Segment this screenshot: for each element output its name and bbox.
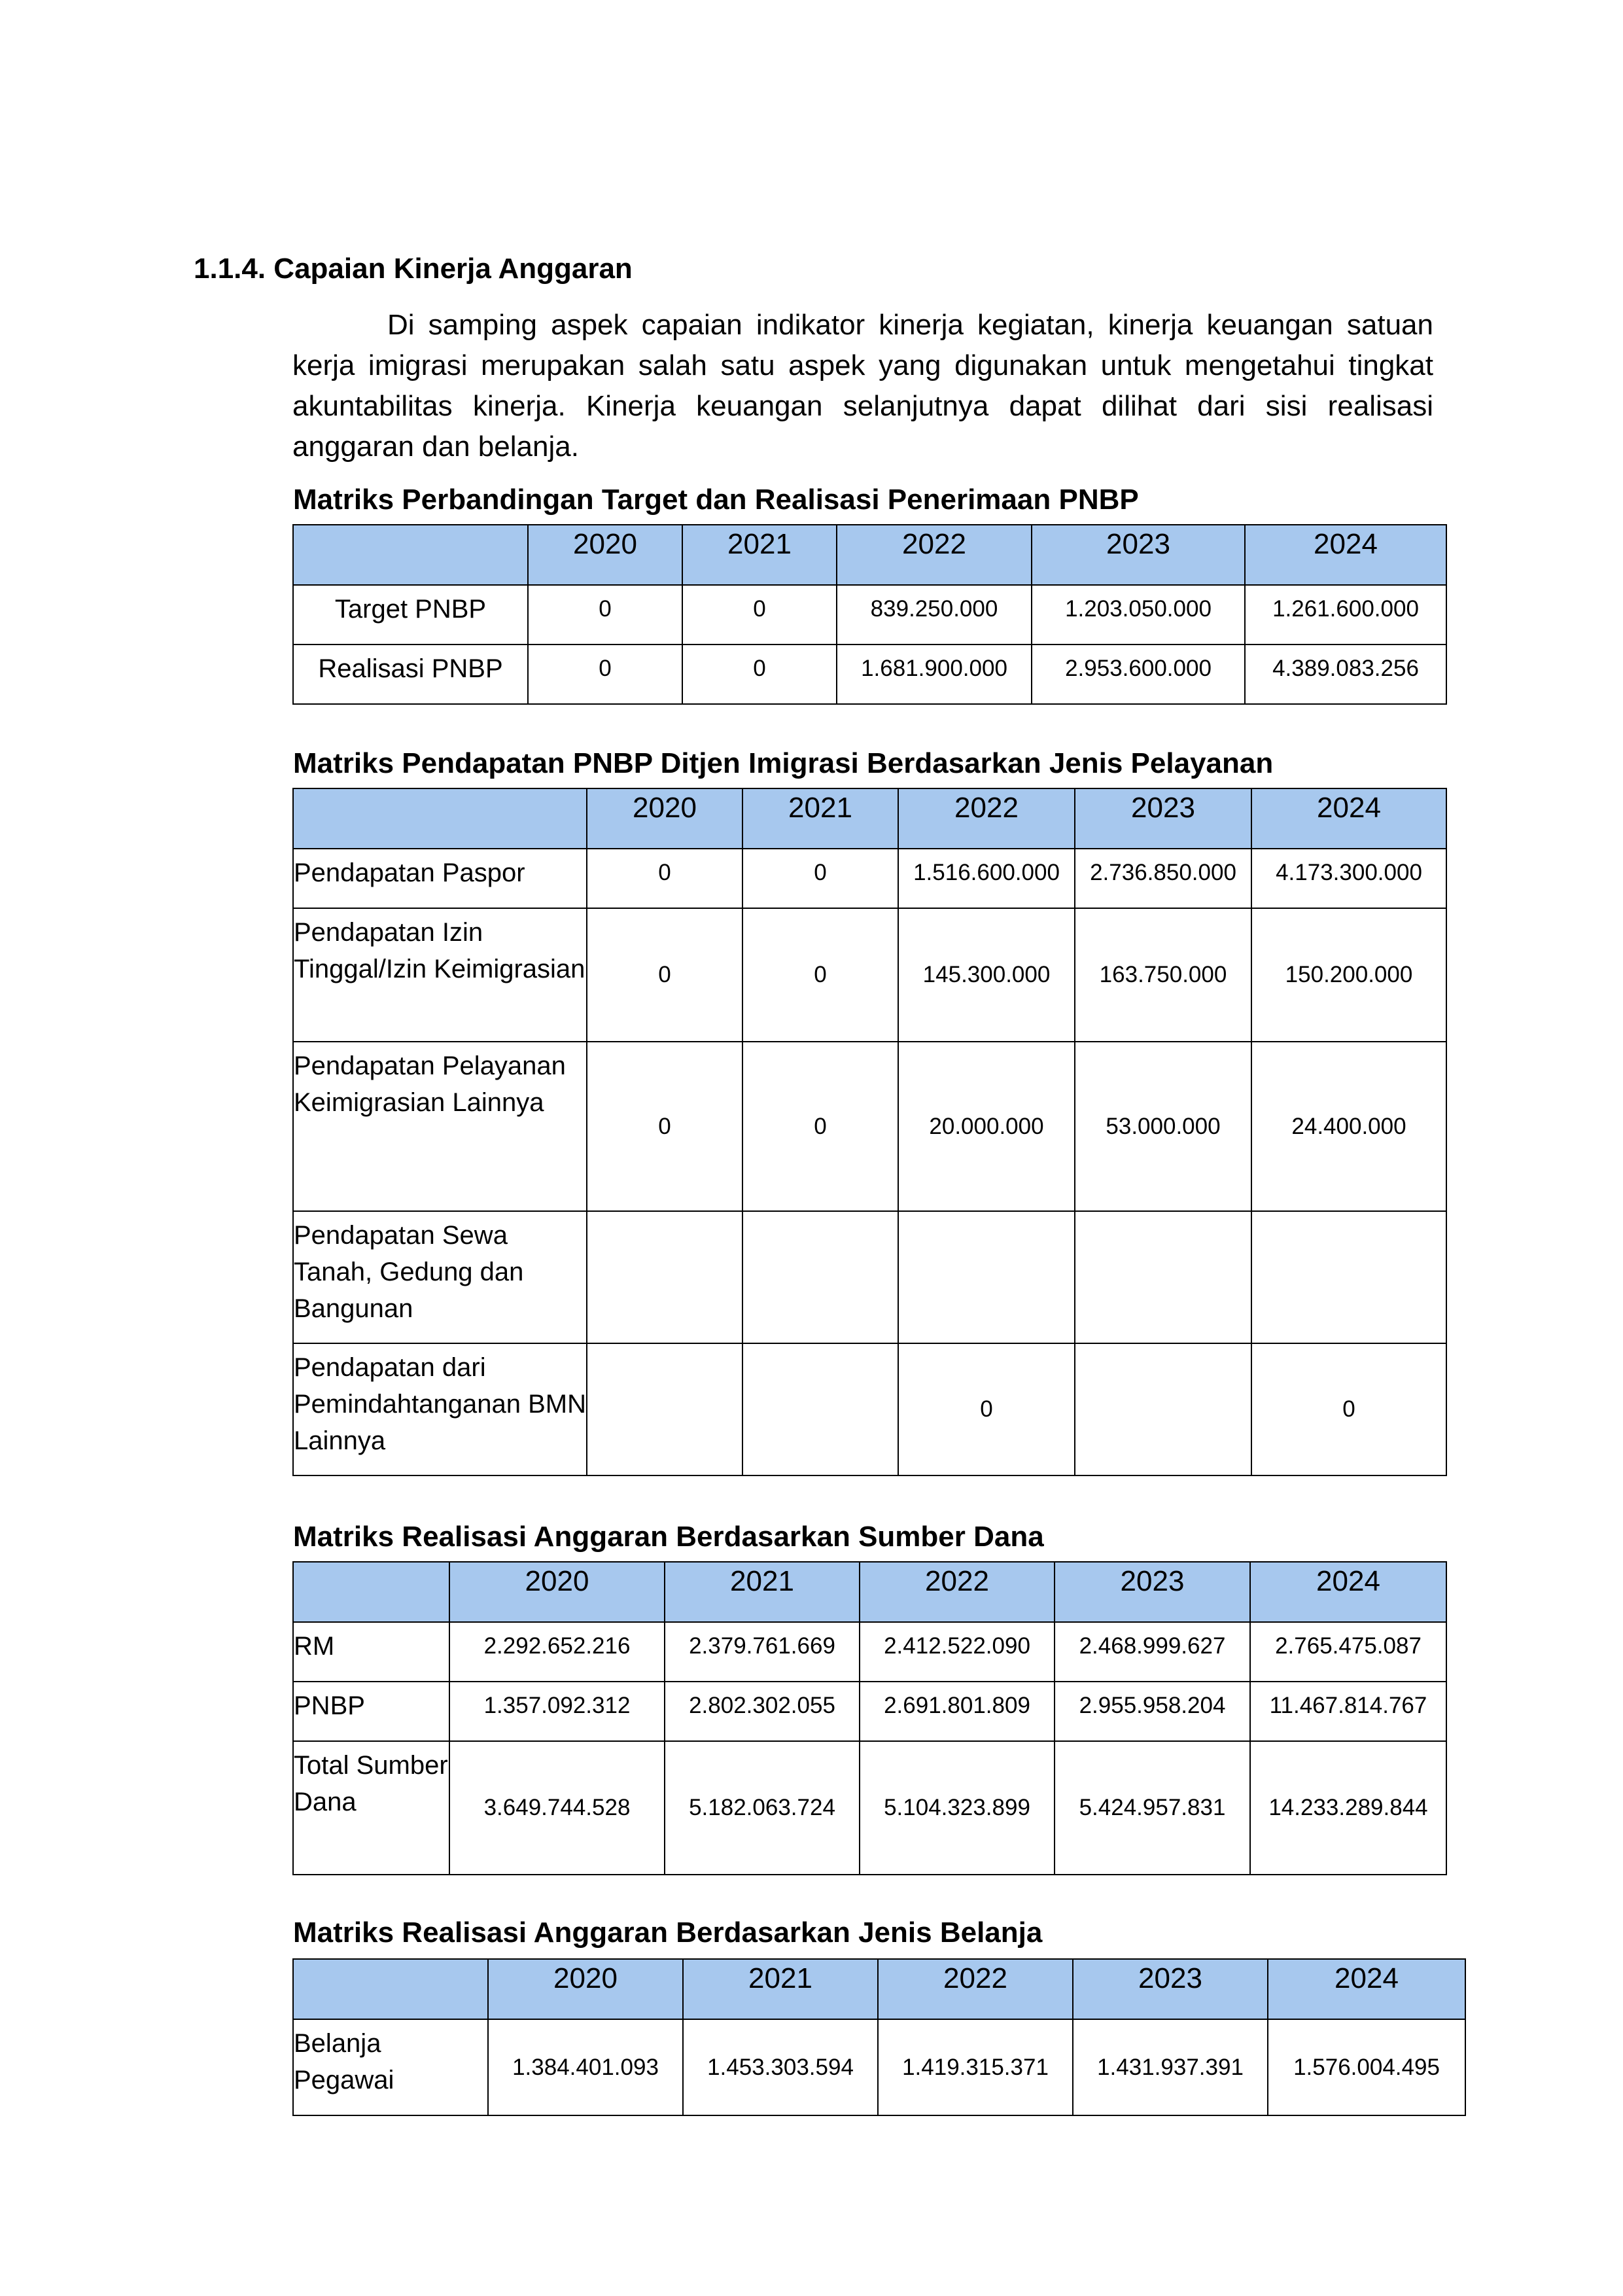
cell-value: 2.736.850.000: [1075, 849, 1251, 908]
table2-title: Matriks Pendapatan PNBP Ditjen Imigrasi Berdasarkan Jenis Pelayanan: [293, 747, 1274, 779]
section-heading: 1.1.4. Capaian Kinerja Anggaran: [194, 253, 633, 285]
cell-value: 1.431.937.391: [1073, 2019, 1268, 2115]
cell-value: [742, 1211, 898, 1343]
cell-value: 4.173.300.000: [1251, 849, 1446, 908]
table3-header-row: [293, 1562, 1446, 1622]
table4-header-corner: [293, 1959, 488, 2019]
cell-value: 53.000.000: [1075, 1042, 1251, 1211]
table-row: [293, 1622, 1446, 1682]
cell-value: 5.424.957.831: [1055, 1741, 1250, 1875]
cell-value: 0: [528, 585, 682, 645]
table1-year-header: 2023: [1032, 525, 1245, 585]
cell-value: 1.453.303.594: [683, 2019, 878, 2115]
cell-value: 0: [742, 1042, 898, 1211]
cell-value: 1.357.092.312: [449, 1682, 665, 1741]
table1-header-row: [293, 525, 1446, 585]
table3-year-header: 2020: [449, 1562, 665, 1622]
table-row: [293, 2019, 1465, 2115]
cell-value: 0: [587, 1042, 742, 1211]
table2-year-header: 2024: [1251, 788, 1446, 849]
cell-value: 1.576.004.495: [1268, 2019, 1465, 2115]
cell-value: 3.649.744.528: [449, 1741, 665, 1875]
row-label: RM: [293, 1622, 449, 1682]
cell-value: 5.182.063.724: [665, 1741, 860, 1875]
table-row: [293, 1741, 1446, 1875]
cell-value: 0: [587, 849, 742, 908]
cell-value: [742, 1343, 898, 1475]
table-target-realisasi-pnbp: [292, 524, 1447, 705]
table1-header-corner: [293, 525, 528, 585]
table-realisasi-sumber-dana: [292, 1561, 1447, 1875]
cell-value: 2.468.999.627: [1055, 1622, 1250, 1682]
row-label: Pendapatan Paspor: [293, 849, 587, 908]
row-label: Total Sumber Dana: [293, 1741, 449, 1875]
cell-value: 0: [528, 645, 682, 704]
cell-value: 0: [742, 908, 898, 1042]
row-label: PNBP: [293, 1682, 449, 1741]
row-label: Pendapatan Izin Tinggal/Izin Keimigrasian: [293, 908, 587, 1042]
table2-year-header: 2023: [1075, 788, 1251, 849]
table1-title: Matriks Perbandingan Target dan Realisasi Penerimaan PNBP: [293, 484, 1139, 516]
table1-year-header: 2022: [837, 525, 1032, 585]
row-label: Pendapatan Pelayanan Keimigrasian Lainnya: [293, 1042, 587, 1211]
table2-year-header: 2020: [587, 788, 742, 849]
cell-value: 2.379.761.669: [665, 1622, 860, 1682]
cell-value: [587, 1343, 742, 1475]
table4-year-header: 2021: [683, 1959, 878, 2019]
table3-year-header: 2024: [1250, 1562, 1446, 1622]
row-label: Realisasi PNBP: [293, 645, 528, 704]
cell-value: 0: [587, 908, 742, 1042]
row-label: Target PNBP: [293, 585, 528, 645]
cell-value: 150.200.000: [1251, 908, 1446, 1042]
cell-value: 24.400.000: [1251, 1042, 1446, 1211]
table3-year-header: 2023: [1055, 1562, 1250, 1622]
cell-value: 11.467.814.767: [1250, 1682, 1446, 1741]
cell-value: 4.389.083.256: [1245, 645, 1446, 704]
table-row: [293, 908, 1446, 1042]
table1-year-header: 2021: [682, 525, 837, 585]
cell-value: [898, 1211, 1075, 1343]
cell-value: 0: [682, 585, 837, 645]
cell-value: 20.000.000: [898, 1042, 1075, 1211]
table1-year-header: 2020: [528, 525, 682, 585]
cell-value: [1075, 1343, 1251, 1475]
table2-header-corner: [293, 788, 587, 849]
table-row: [293, 1682, 1446, 1741]
table-row: [293, 1211, 1446, 1343]
table-realisasi-jenis-belanja: [292, 1958, 1466, 2116]
cell-value: 1.261.600.000: [1245, 585, 1446, 645]
table1-year-header: 2024: [1245, 525, 1446, 585]
cell-value: 1.419.315.371: [878, 2019, 1073, 2115]
cell-value: 145.300.000: [898, 908, 1075, 1042]
table3-year-header: 2022: [860, 1562, 1055, 1622]
table4-year-header: 2023: [1073, 1959, 1268, 2019]
table-row: [293, 849, 1446, 908]
cell-value: 0: [682, 645, 837, 704]
table-pendapatan-jenis-pelayanan: [292, 788, 1447, 1476]
cell-value: 2.802.302.055: [665, 1682, 860, 1741]
cell-value: 1.681.900.000: [837, 645, 1032, 704]
cell-value: [587, 1211, 742, 1343]
cell-value: 2.292.652.216: [449, 1622, 665, 1682]
cell-value: [1251, 1211, 1446, 1343]
cell-value: 163.750.000: [1075, 908, 1251, 1042]
row-label: Pendapatan dari Pemindahtanganan BMN Lainnya: [293, 1343, 587, 1475]
cell-value: 0: [898, 1343, 1075, 1475]
cell-value: 2.412.522.090: [860, 1622, 1055, 1682]
table2-year-header: 2022: [898, 788, 1075, 849]
intro-paragraph: Di samping aspek capaian indikator kinerja kegiatan, kinerja keuangan satuan kerja imigrasi merupakan salah satu aspek yang digunakan untuk mengetahui tingkat akuntabilitas kinerja. Kinerja keuangan selanjutnya dapat dilihat dari sisi realisasi anggaran dan belanja.: [292, 309, 1433, 463]
table2-header-row: [293, 788, 1446, 849]
table4-year-header: 2024: [1268, 1959, 1465, 2019]
cell-value: 1.516.600.000: [898, 849, 1075, 908]
cell-value: 2.955.958.204: [1055, 1682, 1250, 1741]
table4-year-header: 2022: [878, 1959, 1073, 2019]
table-row: [293, 1343, 1446, 1475]
table4-title: Matriks Realisasi Anggaran Berdasarkan Jenis Belanja: [293, 1916, 1043, 1949]
cell-value: 2.953.600.000: [1032, 645, 1245, 704]
cell-value: 2.691.801.809: [860, 1682, 1055, 1741]
cell-value: 14.233.289.844: [1250, 1741, 1446, 1875]
cell-value: 0: [742, 849, 898, 908]
table2-year-header: 2021: [742, 788, 898, 849]
table-row: [293, 645, 1446, 704]
table4-header-row: [293, 1959, 1465, 2019]
table3-title: Matriks Realisasi Anggaran Berdasarkan Sumber Dana: [293, 1521, 1044, 1553]
intro-paragraph-block: [292, 305, 1433, 467]
cell-value: 0: [1251, 1343, 1446, 1475]
cell-value: 1.203.050.000: [1032, 585, 1245, 645]
cell-value: 2.765.475.087: [1250, 1622, 1446, 1682]
table3-header-corner: [293, 1562, 449, 1622]
row-label: Pendapatan Sewa Tanah, Gedung dan Bangunan: [293, 1211, 587, 1343]
cell-value: [1075, 1211, 1251, 1343]
table-row: [293, 1042, 1446, 1211]
table3-year-header: 2021: [665, 1562, 860, 1622]
cell-value: 5.104.323.899: [860, 1741, 1055, 1875]
row-label: Belanja Pegawai: [293, 2019, 488, 2115]
cell-value: 839.250.000: [837, 585, 1032, 645]
table4-year-header: 2020: [488, 1959, 683, 2019]
table-row: [293, 585, 1446, 645]
cell-value: 1.384.401.093: [488, 2019, 683, 2115]
